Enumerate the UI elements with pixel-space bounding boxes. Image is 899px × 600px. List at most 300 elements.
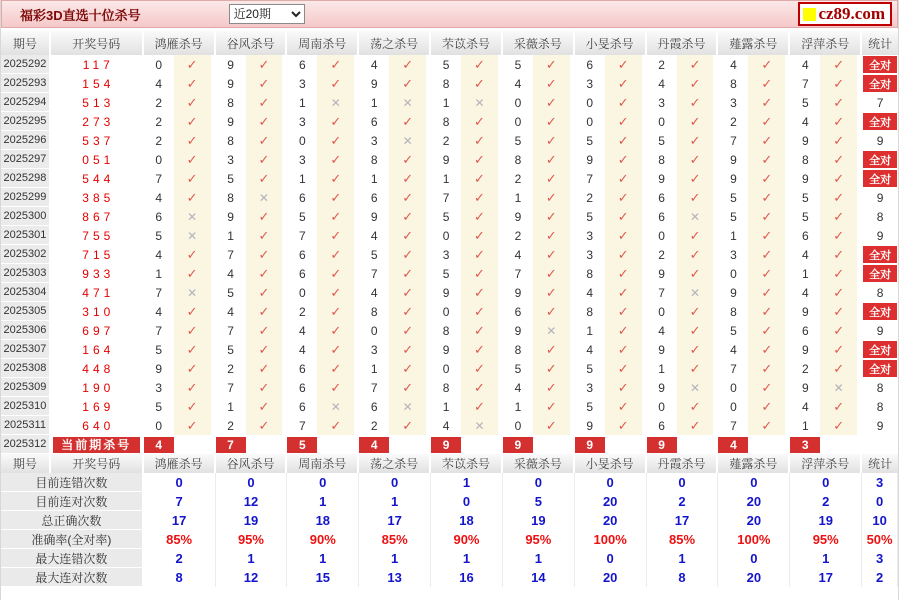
kill-number: 7 xyxy=(359,264,389,283)
kill-number: 9 xyxy=(216,55,246,74)
kill-number: 2 xyxy=(216,359,246,378)
period-cell: 2025294 xyxy=(1,93,51,112)
period-cell: 2025306 xyxy=(1,321,51,340)
kill-cell xyxy=(718,321,790,340)
kill-number: 6 xyxy=(287,188,317,207)
kill-cell xyxy=(647,359,719,378)
cross-icon: ✕ xyxy=(820,378,857,397)
check-icon: ✓ xyxy=(820,397,857,416)
current-kill-cell xyxy=(144,435,216,454)
stats-section xyxy=(1,473,898,587)
kill-number: 4 xyxy=(431,416,461,435)
check-icon: ✓ xyxy=(748,55,785,74)
cross-icon: ✕ xyxy=(317,93,354,112)
all-correct-badge: 全对 xyxy=(863,265,897,282)
top-bar xyxy=(1,0,898,28)
check-icon: ✓ xyxy=(748,359,785,378)
kill-number: 3 xyxy=(359,131,389,150)
result-cell xyxy=(862,378,898,397)
kill-number: 5 xyxy=(144,397,174,416)
check-icon: ✓ xyxy=(317,55,354,74)
check-icon: ✓ xyxy=(820,226,857,245)
stat-value: 0 xyxy=(431,492,503,511)
kill-cell xyxy=(575,188,647,207)
kill-cell xyxy=(359,416,431,435)
kill-number: 1 xyxy=(790,264,820,283)
check-icon: ✓ xyxy=(174,359,211,378)
kill-cell xyxy=(144,283,216,302)
kill-number: 0 xyxy=(575,112,605,131)
draw-number-cell: 448 xyxy=(51,359,144,378)
all-correct-badge: 全对 xyxy=(863,246,897,263)
check-icon: ✓ xyxy=(748,150,785,169)
stat-value: 1 xyxy=(647,549,719,568)
current-kill-cell xyxy=(359,435,431,454)
kill-number: 5 xyxy=(575,207,605,226)
kill-cell xyxy=(647,74,719,93)
kill-number: 3 xyxy=(575,226,605,245)
check-icon: ✓ xyxy=(389,340,426,359)
check-icon: ✓ xyxy=(533,131,570,150)
kill-number: 7 xyxy=(359,378,389,397)
kill-number: 8 xyxy=(216,131,246,150)
all-correct-badge: 全对 xyxy=(863,151,897,168)
col-header-period: 期号 xyxy=(1,31,51,55)
result-cell xyxy=(862,112,898,131)
table-row xyxy=(1,74,898,93)
stat-value: 16 xyxy=(431,568,503,587)
kill-cell xyxy=(431,283,503,302)
table-row xyxy=(1,226,898,245)
kill-cell xyxy=(287,416,359,435)
kill-cell xyxy=(359,93,431,112)
kill-number: 5 xyxy=(359,245,389,264)
check-icon: ✓ xyxy=(748,226,785,245)
kill-number: 2 xyxy=(647,245,677,264)
check-icon: ✓ xyxy=(317,131,354,150)
draw-number-cell: 537 xyxy=(51,131,144,150)
kill-number: 7 xyxy=(287,416,317,435)
check-icon: ✓ xyxy=(677,302,714,321)
check-icon: ✓ xyxy=(389,264,426,283)
col-header-expert: 芣苡杀号 xyxy=(431,454,503,473)
kill-cell xyxy=(790,112,862,131)
kill-cell xyxy=(647,245,719,264)
kill-cell xyxy=(575,207,647,226)
stats-row xyxy=(1,568,898,587)
check-icon: ✓ xyxy=(461,264,498,283)
stat-value: 20 xyxy=(718,492,790,511)
col-header-expert: 谷风杀号 xyxy=(216,454,288,473)
kill-number: 6 xyxy=(287,378,317,397)
stat-label: 准确率(全对率) xyxy=(1,530,144,549)
kill-cell xyxy=(431,131,503,150)
draw-number-cell: 513 xyxy=(51,93,144,112)
kill-cell xyxy=(144,55,216,74)
kill-number: 5 xyxy=(503,55,533,74)
kill-cell xyxy=(575,264,647,283)
check-icon: ✓ xyxy=(317,416,354,435)
col-header-expert: 薤露杀号 xyxy=(718,454,790,473)
check-icon: ✓ xyxy=(174,264,211,283)
kill-number: 8 xyxy=(431,378,461,397)
kill-number: 2 xyxy=(287,302,317,321)
all-correct-badge: 全对 xyxy=(863,341,897,358)
kill-cell xyxy=(790,188,862,207)
check-icon: ✓ xyxy=(820,55,857,74)
check-icon: ✓ xyxy=(820,302,857,321)
check-icon: ✓ xyxy=(246,169,283,188)
stat-value: 95% xyxy=(503,530,575,549)
kill-cell xyxy=(718,416,790,435)
kill-cell xyxy=(790,283,862,302)
table-header-row-bottom xyxy=(1,454,898,473)
check-icon: ✓ xyxy=(748,302,785,321)
kill-number: 2 xyxy=(216,416,246,435)
stat-value: 19 xyxy=(216,511,288,530)
kill-cell xyxy=(718,264,790,283)
stat-value: 8 xyxy=(144,568,216,587)
kill-number: 8 xyxy=(216,93,246,112)
kill-cell xyxy=(216,150,288,169)
stat-value: 20 xyxy=(575,492,647,511)
check-icon: ✓ xyxy=(389,321,426,340)
kill-number: 0 xyxy=(718,378,748,397)
kill-cell xyxy=(575,112,647,131)
table-row xyxy=(1,131,898,150)
stat-value: 7 xyxy=(144,492,216,511)
kill-number: 6 xyxy=(287,397,317,416)
stat-value: 90% xyxy=(287,530,359,549)
current-label-cell xyxy=(51,435,144,454)
kill-number: 7 xyxy=(718,131,748,150)
kill-number: 8 xyxy=(718,302,748,321)
stat-value: 13 xyxy=(359,568,431,587)
kill-cell xyxy=(790,93,862,112)
kill-cell xyxy=(144,131,216,150)
stat-value: 95% xyxy=(790,530,862,549)
kill-cell xyxy=(144,74,216,93)
kill-cell xyxy=(359,264,431,283)
kill-cell xyxy=(287,340,359,359)
kill-number: 7 xyxy=(287,226,317,245)
kill-cell xyxy=(216,207,288,226)
stat-value: 1 xyxy=(503,549,575,568)
check-icon: ✓ xyxy=(533,359,570,378)
kill-number: 1 xyxy=(431,397,461,416)
current-kill-badge: 9 xyxy=(575,437,605,453)
kill-cell xyxy=(431,378,503,397)
kill-cell xyxy=(718,188,790,207)
kill-cell xyxy=(144,226,216,245)
check-icon: ✓ xyxy=(677,264,714,283)
stat-value: 12 xyxy=(216,492,288,511)
current-stat-cell xyxy=(862,435,898,454)
kill-cell xyxy=(359,378,431,397)
kill-cell xyxy=(431,264,503,283)
kill-number: 3 xyxy=(287,74,317,93)
kill-number: 9 xyxy=(790,378,820,397)
all-correct-badge: 全对 xyxy=(863,75,897,92)
check-icon: ✓ xyxy=(748,378,785,397)
kill-cell xyxy=(647,264,719,283)
check-icon: ✓ xyxy=(246,245,283,264)
kill-number: 8 xyxy=(359,150,389,169)
period-cell: 2025307 xyxy=(1,340,51,359)
col-header-expert: 荡之杀号 xyxy=(359,454,431,473)
kill-cell xyxy=(216,378,288,397)
kill-number: 3 xyxy=(144,378,174,397)
draw-number-cell: 640 xyxy=(51,416,144,435)
kill-cell xyxy=(647,112,719,131)
kill-number: 5 xyxy=(575,397,605,416)
current-kill-cell xyxy=(647,435,719,454)
cross-icon: ✕ xyxy=(174,207,211,226)
check-icon: ✓ xyxy=(246,264,283,283)
kill-cell xyxy=(359,245,431,264)
kill-cell xyxy=(216,397,288,416)
stat-value: 1 xyxy=(287,549,359,568)
stat-value: 12 xyxy=(216,568,288,587)
kill-number: 1 xyxy=(359,93,389,112)
kill-cell xyxy=(216,226,288,245)
kill-number: 3 xyxy=(216,150,246,169)
check-icon: ✓ xyxy=(461,131,498,150)
kill-cell xyxy=(503,302,575,321)
kill-number: 9 xyxy=(718,150,748,169)
check-icon: ✓ xyxy=(246,93,283,112)
kill-number: 9 xyxy=(647,340,677,359)
kill-cell xyxy=(431,169,503,188)
stat-value: 50% xyxy=(862,530,898,549)
stats-row xyxy=(1,530,898,549)
kill-cell xyxy=(575,93,647,112)
stat-value: 0 xyxy=(216,473,288,492)
stats-row xyxy=(1,549,898,568)
check-icon: ✓ xyxy=(246,55,283,74)
kill-cell xyxy=(359,74,431,93)
kill-number: 6 xyxy=(359,112,389,131)
kill-cell xyxy=(790,302,862,321)
kill-cell xyxy=(575,359,647,378)
kill-number: 3 xyxy=(287,150,317,169)
check-icon: ✓ xyxy=(389,112,426,131)
cross-icon: ✕ xyxy=(389,93,426,112)
table-row xyxy=(1,283,898,302)
kill-number: 9 xyxy=(647,264,677,283)
draw-number-cell: 471 xyxy=(51,283,144,302)
table-row xyxy=(1,93,898,112)
current-kill-badge: 4 xyxy=(718,437,748,453)
kill-cell xyxy=(287,93,359,112)
stat-value: 0 xyxy=(359,473,431,492)
draw-number-cell: 117 xyxy=(51,55,144,74)
check-icon: ✓ xyxy=(533,150,570,169)
kill-number: 0 xyxy=(287,131,317,150)
kill-number: 6 xyxy=(647,207,677,226)
kill-number: 8 xyxy=(575,302,605,321)
stat-value: 15 xyxy=(287,568,359,587)
draw-number-cell: 273 xyxy=(51,112,144,131)
kill-cell xyxy=(790,397,862,416)
result-cell xyxy=(862,226,898,245)
check-icon: ✓ xyxy=(174,321,211,340)
kill-number: 6 xyxy=(287,264,317,283)
kill-cell xyxy=(647,226,719,245)
kill-cell xyxy=(790,207,862,226)
kill-number: 8 xyxy=(790,150,820,169)
kill-cell xyxy=(647,378,719,397)
kill-cell xyxy=(718,93,790,112)
table-row xyxy=(1,416,898,435)
kill-number: 1 xyxy=(144,264,174,283)
period-range-select[interactable] xyxy=(229,4,305,24)
kill-number: 8 xyxy=(359,302,389,321)
result-count: 9 xyxy=(876,323,884,338)
kill-number: 8 xyxy=(431,112,461,131)
kill-cell xyxy=(575,55,647,74)
check-icon: ✓ xyxy=(820,150,857,169)
kill-cell xyxy=(647,55,719,74)
kill-number: 9 xyxy=(503,283,533,302)
kill-number: 4 xyxy=(790,55,820,74)
check-icon: ✓ xyxy=(317,378,354,397)
check-icon: ✓ xyxy=(317,321,354,340)
kill-number: 5 xyxy=(790,188,820,207)
kill-number: 9 xyxy=(718,283,748,302)
period-cell: 2025301 xyxy=(1,226,51,245)
kill-cell xyxy=(431,74,503,93)
stat-value: 0 xyxy=(575,473,647,492)
check-icon: ✓ xyxy=(820,359,857,378)
result-cell xyxy=(862,264,898,283)
table-row xyxy=(1,112,898,131)
check-icon: ✓ xyxy=(820,416,857,435)
cross-icon: ✕ xyxy=(317,397,354,416)
kill-number: 2 xyxy=(144,93,174,112)
check-icon: ✓ xyxy=(246,226,283,245)
stat-value: 0 xyxy=(287,473,359,492)
kill-cell xyxy=(790,169,862,188)
kill-cell xyxy=(647,397,719,416)
kill-cell xyxy=(431,207,503,226)
kill-number: 4 xyxy=(790,245,820,264)
kill-number: 0 xyxy=(144,55,174,74)
current-kill-cell xyxy=(718,435,790,454)
check-icon: ✓ xyxy=(533,302,570,321)
col-header-expert: 丹霞杀号 xyxy=(647,454,719,473)
table-header-row-top xyxy=(1,31,898,55)
kill-number: 9 xyxy=(790,131,820,150)
stat-value: 1 xyxy=(287,492,359,511)
kill-number: 1 xyxy=(359,169,389,188)
stat-value: 20 xyxy=(575,511,647,530)
result-cell xyxy=(862,93,898,112)
kill-cell xyxy=(575,397,647,416)
table-row xyxy=(1,245,898,264)
stat-value: 0 xyxy=(503,473,575,492)
kill-cell xyxy=(503,150,575,169)
check-icon: ✓ xyxy=(748,169,785,188)
result-cell xyxy=(862,302,898,321)
kill-number: 4 xyxy=(359,283,389,302)
table-row xyxy=(1,55,898,74)
check-icon: ✓ xyxy=(174,245,211,264)
kill-cell xyxy=(287,397,359,416)
kill-number: 5 xyxy=(790,93,820,112)
logo-yellow-square-icon xyxy=(803,8,816,21)
check-icon: ✓ xyxy=(317,226,354,245)
check-icon: ✓ xyxy=(317,207,354,226)
kill-number: 0 xyxy=(287,283,317,302)
stat-value: 17 xyxy=(647,511,719,530)
check-icon: ✓ xyxy=(677,321,714,340)
kill-number: 9 xyxy=(575,416,605,435)
stat-value: 0 xyxy=(790,473,862,492)
kill-number: 7 xyxy=(431,188,461,207)
check-icon: ✓ xyxy=(246,397,283,416)
check-icon: ✓ xyxy=(748,207,785,226)
kill-number: 4 xyxy=(144,302,174,321)
stat-value: 95% xyxy=(216,530,288,549)
kill-number: 5 xyxy=(144,226,174,245)
check-icon: ✓ xyxy=(605,302,642,321)
check-icon: ✓ xyxy=(389,245,426,264)
draw-number-cell: 697 xyxy=(51,321,144,340)
kill-number: 1 xyxy=(503,397,533,416)
result-count: 9 xyxy=(876,190,884,205)
kill-cell xyxy=(718,359,790,378)
check-icon: ✓ xyxy=(533,416,570,435)
check-icon: ✓ xyxy=(461,321,498,340)
kill-number: 7 xyxy=(144,283,174,302)
result-count: 9 xyxy=(876,418,884,433)
kill-number: 0 xyxy=(503,93,533,112)
kill-cell xyxy=(287,188,359,207)
stat-label: 总正确次数 xyxy=(1,511,144,530)
check-icon: ✓ xyxy=(677,131,714,150)
period-cell: 2025310 xyxy=(1,397,51,416)
table-row xyxy=(1,207,898,226)
col-header-expert: 周南杀号 xyxy=(287,454,359,473)
kill-cell xyxy=(359,340,431,359)
kill-number: 6 xyxy=(144,207,174,226)
kill-cell xyxy=(216,264,288,283)
kill-cell xyxy=(575,321,647,340)
kill-number: 4 xyxy=(647,321,677,340)
check-icon: ✓ xyxy=(820,112,857,131)
kill-number: 5 xyxy=(216,340,246,359)
kill-cell xyxy=(718,169,790,188)
kill-number: 6 xyxy=(790,321,820,340)
kill-cell xyxy=(575,150,647,169)
check-icon: ✓ xyxy=(389,283,426,302)
site-logo[interactable] xyxy=(798,2,892,26)
kill-number: 5 xyxy=(503,131,533,150)
check-icon: ✓ xyxy=(820,340,857,359)
check-icon: ✓ xyxy=(605,340,642,359)
kill-number: 5 xyxy=(718,207,748,226)
kill-cell xyxy=(144,416,216,435)
table-row xyxy=(1,397,898,416)
period-cell: 2025299 xyxy=(1,188,51,207)
check-icon: ✓ xyxy=(677,112,714,131)
kill-cell xyxy=(431,359,503,378)
all-correct-badge: 全对 xyxy=(863,360,897,377)
kill-cell xyxy=(359,150,431,169)
stat-value: 2 xyxy=(647,492,719,511)
check-icon: ✓ xyxy=(246,74,283,93)
